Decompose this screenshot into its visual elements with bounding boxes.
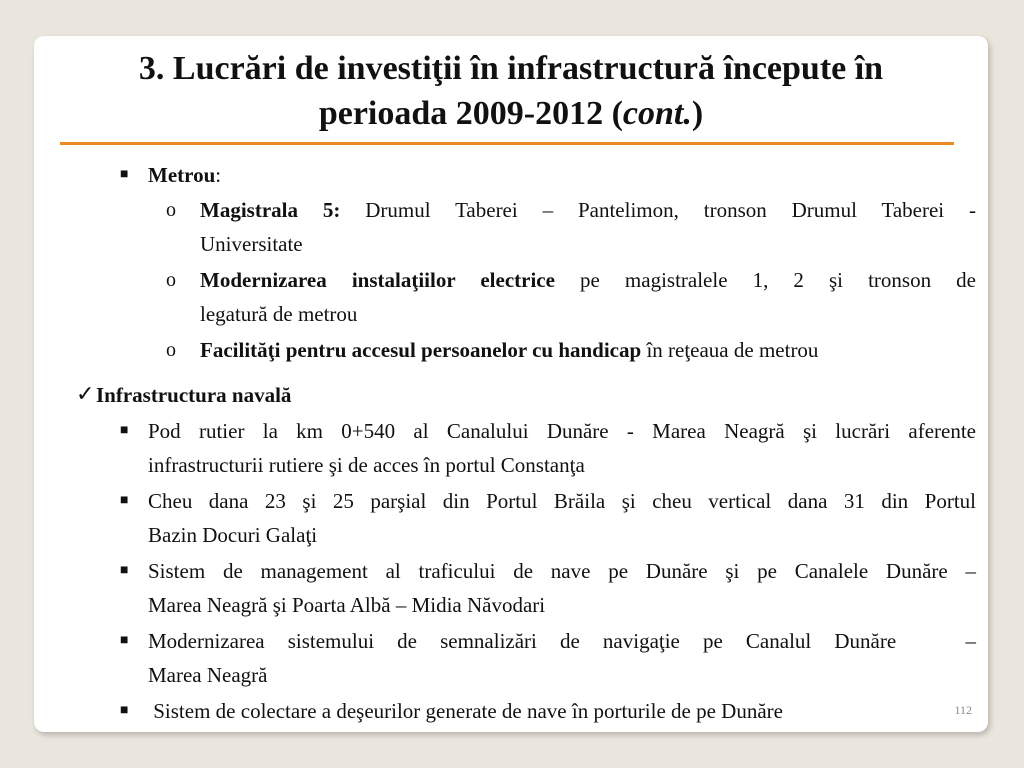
- circle-bullet-icon: o: [166, 199, 176, 221]
- metrou-heading: [148, 158, 221, 192]
- naval-item-5: Sistem de colectare a deşeurilor generate de nave în porturile de pe Dunăre: [148, 699, 783, 723]
- metrou-item-1-line-1: [200, 193, 976, 227]
- metrou-item-3-bold: Facilităţi pentru accesul persoanelor cu handicap: [200, 338, 642, 362]
- naval-heading: Infrastructura navală: [96, 383, 292, 407]
- title-line-2-text: perioada 2009-2012 (: [318, 95, 623, 132]
- naval-item-4-line-1: Modernizarea sistemului de semnalizări de navigaţie pe Canalul Dunăre –: [148, 629, 976, 653]
- naval-item-3-line-2: Marea Neagră şi Poarta Albă – Midia Năvodari: [148, 593, 546, 617]
- square-bullet-icon: ■: [120, 633, 129, 648]
- naval-item-1-line-2: infrastructurii rutiere şi de acces în portul Constanţa: [148, 453, 585, 477]
- page-number: 112: [954, 703, 972, 717]
- slide-content: [34, 36, 988, 732]
- metrou-item-1-text: Drumul Taberei – Pantelimon, tronson Drumul Taberei -: [340, 198, 976, 222]
- square-bullet-icon: ■: [120, 493, 129, 508]
- naval-item-2-line-2: Bazin Docuri Galaţi: [148, 523, 318, 547]
- metrou-item-1-line-2: Universitate: [200, 232, 303, 256]
- metrou-item-3: [200, 333, 818, 367]
- circle-bullet-icon: o: [166, 269, 176, 291]
- metrou-heading-colon: :: [215, 163, 222, 187]
- square-bullet-icon: ■: [120, 563, 129, 578]
- metrou-item-2-text: pe magistralele 1, 2 şi tronson de: [554, 268, 976, 292]
- square-bullet-icon: ■: [120, 423, 129, 438]
- title-line-2-italic: cont.: [622, 95, 692, 132]
- metrou-item-2-bold: Modernizarea instalaţiilor electrice: [200, 268, 555, 292]
- square-bullet-icon: ■: [120, 703, 129, 718]
- metrou-item-2-line-2: legatură de metrou: [200, 302, 358, 326]
- slide: [34, 36, 988, 732]
- title-line-1: 3. Lucrări de investiţii în infrastructură începute în: [138, 50, 884, 87]
- naval-item-1-line-1: Pod rutier la km 0+540 al Canalului Dunăre - Marea Neagră şi lucrări aferente: [148, 419, 976, 443]
- checkmark-icon: ✓: [76, 382, 95, 407]
- naval-item-4-line-2: Marea Neagră: [148, 663, 268, 687]
- naval-item-2-line-1: Cheu dana 23 şi 25 parşial din Portul Brăila şi cheu vertical dana 31 din Portul: [148, 489, 976, 513]
- circle-bullet-icon: o: [166, 339, 176, 361]
- square-bullet-icon: ■: [120, 167, 129, 182]
- title-line-2-close: ): [691, 95, 704, 132]
- metrou-item-2-line-1: [200, 263, 976, 297]
- metrou-item-3-text: în reţeaua de metrou: [641, 338, 819, 362]
- metrou-heading-text: Metrou: [148, 163, 216, 187]
- naval-item-3-line-1: Sistem de management al traficului de nave pe Dunăre şi pe Canalele Dunăre –: [148, 559, 976, 583]
- metrou-item-1-bold: Magistrala 5:: [200, 198, 341, 222]
